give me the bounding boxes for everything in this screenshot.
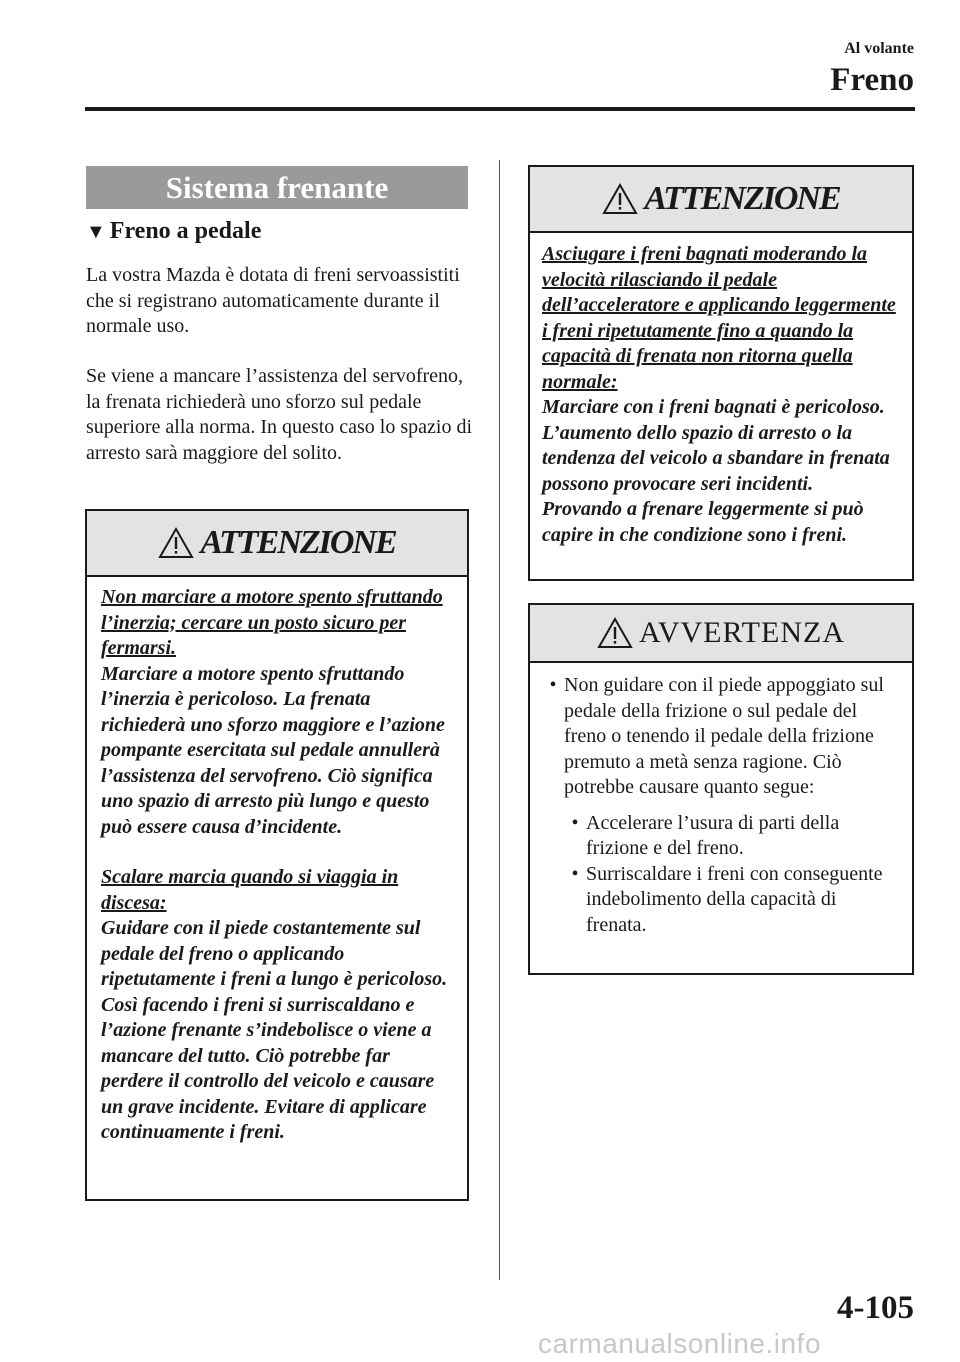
warning-heading: Asciugare i freni bagnati moderando la velocità rilasciando il pedale dell’acceleratore e applicando leggermente i freni ripetutamente fino a quando la capacità di frenata non ritorna quella normale: [542,243,896,393]
bullet-icon: • [549,674,557,696]
list-item-text: Non guidare con il piede appoggiato sul pedale della frizione o sul pedale del freno o tenendo il pedale della frizione premuto a metà senza ragione. Ciò potrebbe causare quanto segue: [564,674,884,798]
list-item [542,673,900,801]
caution-title: AVVERTENZA [639,616,845,649]
header-rule [85,107,915,111]
warning-header [87,511,467,577]
section-banner: Sistema frenante [86,166,468,209]
column-divider [499,160,500,1280]
warning-box [528,165,914,581]
subheading [86,218,261,245]
watermark: carmanualsonline.info [538,1328,821,1359]
subheading-text: Freno a pedale [109,218,262,244]
page-number: 4-105 [837,1290,914,1326]
bullet-icon: • [571,862,579,885]
warning-text: Guidare con il piede costantemente sul pedale del freno o applicando ripetutamente i freni a lungo è pericoloso. Così facendo i freni si surriscaldano e l’azione frenante s’indebolisce o viene a mancare del tutto. Ciò potrebbe far perdere il controllo del veicolo e causare un grave incidente. Evitare di applicare continuamente i freni. [101,917,448,1143]
caution-body [530,663,912,938]
sub-list-item [564,862,900,939]
warning-header [530,167,912,233]
warning-title: ATTENZIONE [644,180,840,217]
sub-list-item [564,811,900,862]
triangle-down-icon: ▼ [86,221,106,243]
warning-text: Marciare a motore spento sfruttando l’inerzia è pericoloso. La frenata richiederà uno sforzo maggiore e l’azione pompante esercitata sul pedale annullerà l’assistenza del servofreno. Ciò significa uno spazio di arresto più lungo e questo può essere causa d’incidente. [101,662,445,838]
sub-list [564,811,900,939]
caution-box [528,603,914,975]
bullet-icon: • [571,811,579,834]
warning-title: ATTENZIONE [200,524,396,561]
paragraph: La vostra Mazda è dotata di freni servoassistiti che si registrano automaticamente durante il normale uso. [86,264,460,337]
chapter-title: Freno [830,62,914,98]
warning-heading: Non marciare a motore spento sfruttando l’inerzia; cercare un posto sicuro per fermarsi. [101,586,443,659]
header-section-label: Al volante [844,40,914,57]
caution-header [530,605,912,663]
warning-box [85,509,469,1201]
sub-list-item-text: Surriscaldare i freni con conseguente indebolimento della capacità di frenata. [586,862,883,936]
sub-list-item-text: Accelerare l’usura di parti della frizione e del freno. [586,811,840,859]
warning-text: Marciare con i freni bagnati è pericoloso. L’aumento dello spazio di arresto o la tendenza del veicolo a sbandare in frenata possono provocare seri incidenti. Provando a frenare leggermente si può capire in che condizione sono i freni. [542,396,890,546]
warning-triangle-icon [597,617,633,649]
warning-body [87,577,467,1146]
warning-triangle-icon [602,183,638,215]
warning-triangle-icon [158,527,194,559]
paragraph: Se viene a mancare l’assistenza del servofreno, la frenata richiederà uno sforzo sul pedale superiore alla norma. In questo caso lo spazio di arresto sarà maggiore del solito. [86,365,472,464]
warning-heading: Scalare marcia quando si viaggia in discesa: [101,866,399,914]
warning-body [530,233,912,548]
